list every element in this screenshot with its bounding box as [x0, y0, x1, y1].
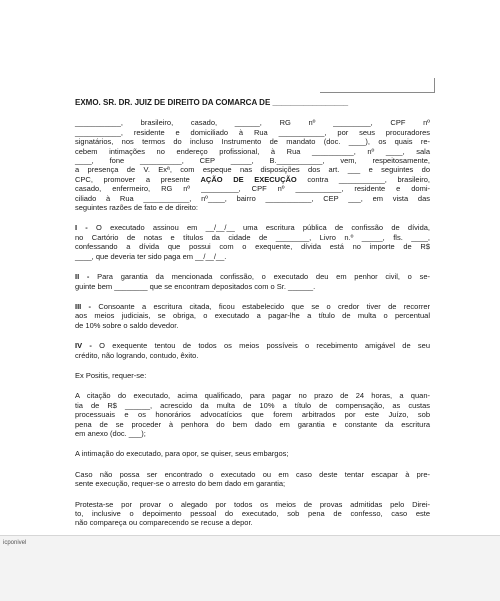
- text-line: não compareça ou comparecendo se recuse a depor.: [75, 518, 253, 528]
- item-number: III -: [75, 301, 99, 311]
- text-line: em anexo (doc. ___);: [75, 428, 146, 438]
- text-line: [75, 341, 430, 350]
- text-fragment: Consoante a escritura citada, ficou estabelecido que se o credor tiver de recorrer: [98, 301, 430, 311]
- text-fragment: Para garantia da mencionada confissão, o executado deu em penhor civil, o se-: [97, 272, 430, 282]
- footer-text: icponivel: [3, 540, 27, 546]
- item-number: IV -: [75, 341, 100, 351]
- text-fragment: CPC, promover a presente: [75, 174, 201, 184]
- text-line: processuais e os honorários advocatícios que forem arbitrados por este Juízo, sob: [75, 410, 430, 420]
- text-line: guinte bem ________ que se encontram depositados com o Sr. ______.: [75, 281, 316, 291]
- paragraph-item-3: [75, 302, 430, 330]
- paragraph-item-2: [75, 272, 430, 291]
- text-line: pena de se proceder à penhora do bem dado em garantia e constante da escritura: [75, 419, 430, 429]
- text-line: no Cartório de notas e títulos da cidade de ________, Livro n.º _____, fls. ____,: [75, 232, 430, 242]
- text-line: tia de R$ ______, acrescido da multa de 10% a título de compensação, as custas: [75, 400, 430, 410]
- paragraph-intimation: A intimação do executado, para opor, se quiser, seus embargos;: [75, 449, 289, 459]
- footer-bar: [0, 535, 500, 601]
- document-heading: EXMO. SR. DR. JUIZ DE DIREITO DA COMARCA DE _________________: [75, 98, 349, 107]
- text-line: Protesta-se por provar o alegado por todos os meios de provas admitidas pelo Direi-: [75, 499, 430, 509]
- text-line: ___________, brasileiro, casado, ______, RG nº _________, CPF nº: [75, 118, 430, 128]
- text-line: signatários, nos termos do incluso Instrumento de mandato (doc. ____), os quais re-: [75, 137, 430, 147]
- text-line: [75, 272, 430, 281]
- text-line: [75, 175, 430, 184]
- item-number: I -: [75, 223, 97, 233]
- text-line: casado, enfermeiro, RG nº _________, CPF nº ___________, residente e domi-: [75, 184, 430, 194]
- text-line: a presença de V. Exª, com espeque nas disposições dos art. ___ e seguintes do: [75, 165, 430, 175]
- text-line: confessando a dívida que possui com o exequente, dívida está no importe de R$: [75, 242, 430, 252]
- text-line: [75, 302, 430, 311]
- text-line: [75, 223, 430, 232]
- text-line: to, inclusive o depoimento pessoal do executado, sob pena de confesso, caso este: [75, 509, 430, 518]
- text-line: ____, fone __________, CEP _____, B.___________, vem, respeitosamente,: [75, 156, 430, 166]
- paragraph-evidence: [75, 500, 430, 528]
- paragraph-requests-intro: Ex Positis, requer-se:: [75, 370, 147, 380]
- text-line: crédito, não logrando, contudo, êxito.: [75, 350, 199, 360]
- paragraph-citation: [75, 391, 430, 438]
- document-page: [75, 98, 430, 539]
- text-line: cebem intimações no endereço profissional, à Rua __________, nº ____, sala: [75, 146, 430, 156]
- text-line: ___________, residente e domiciliado à Rua ___________, por seus procuradores: [75, 127, 430, 137]
- text-fragment: O exequente tentou de todos os meios possíveis o recebimento amigável de seu: [99, 341, 430, 351]
- text-line: ____, que deveria ter sido paga em __/__/__.: [75, 251, 227, 261]
- text-line: sente execução, requer-se o arresto do bem dado em garantia;: [75, 479, 286, 489]
- text-fragment: O executado assinou em __/__/__ uma escritura pública de confissão de dívida,: [96, 223, 430, 233]
- paragraph-arrest: [75, 470, 430, 489]
- text-line: Caso não possa ser encontrado o executado ou em caso deste tentar escapar à pre-: [75, 469, 430, 479]
- text-line: seguintes razões de fato e de direito:: [75, 203, 198, 213]
- paragraph-item-4: [75, 341, 430, 360]
- text-line: ciliado à Rua ___________, nº____, bairro ___________, CEP ___, em vista das: [75, 193, 430, 203]
- text-line: de 10% sobre o saldo devedor.: [75, 320, 179, 330]
- top-input-field[interactable]: [320, 78, 435, 93]
- text-fragment: contra ___________, brasileiro,: [296, 174, 430, 184]
- action-title: AÇÃO DE EXECUÇÃO: [200, 174, 297, 184]
- text-line: A citação do executado, acima qualificado, para pagar no prazo de 24 horas, a quan-: [75, 391, 430, 401]
- paragraph-qualification: [75, 118, 430, 212]
- item-number: II -: [75, 272, 98, 282]
- paragraph-item-1: [75, 223, 430, 261]
- text-line: aos meios judiciais, se obriga, o executado a pagar-lhe a título de multa o percentual: [75, 311, 430, 321]
